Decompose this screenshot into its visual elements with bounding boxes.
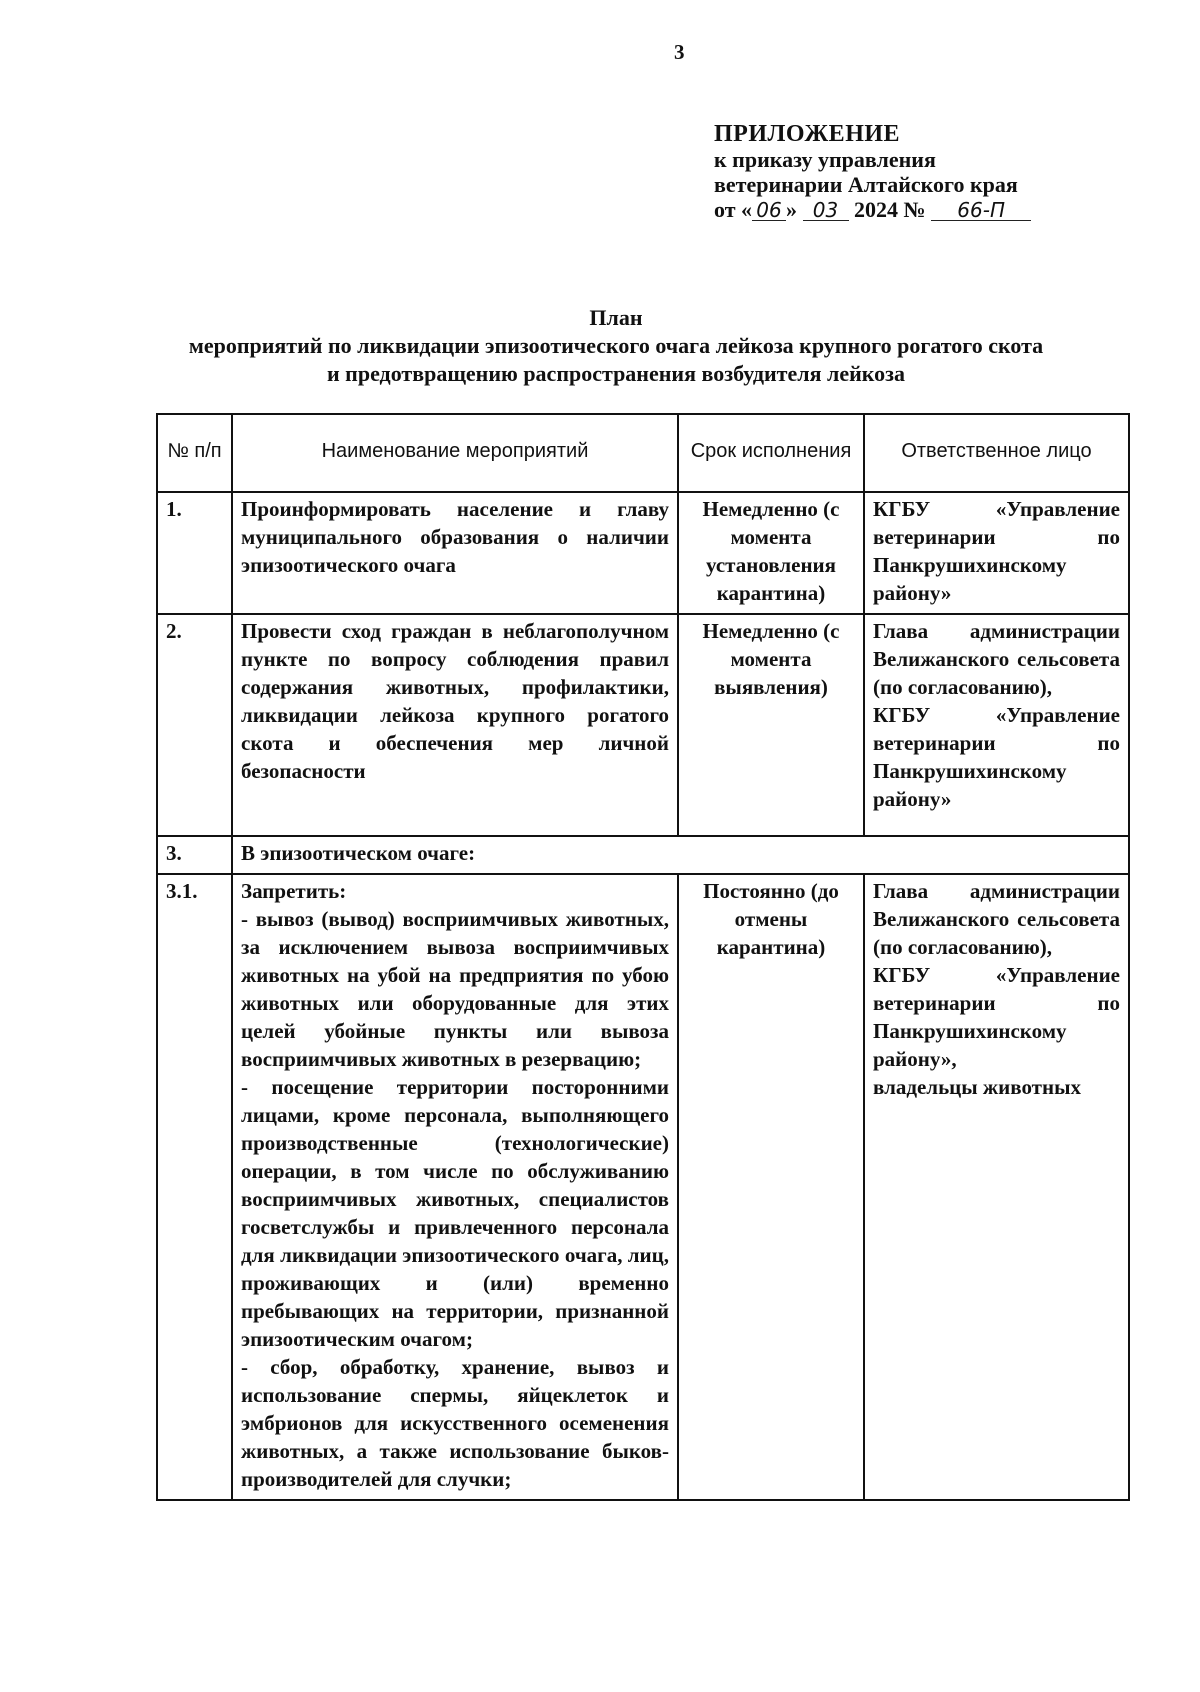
- row-term: Немедленно (с момента выявления): [678, 614, 864, 836]
- plan-title: [0, 304, 1200, 388]
- plan-heading: План: [589, 305, 643, 330]
- appendix-line-2: ветеринарии Алтайского края: [714, 172, 1018, 197]
- measures-table: [156, 413, 1130, 1501]
- row-name: Провести сход граждан в неблагополучном пункте по вопросу соблюдения правил содержания животных, профилактики, ликвидации лейкоза крупного рогатого скота и обеспечения мер личной безопасности: [232, 614, 678, 836]
- header-responsible: Ответственное лицо: [864, 414, 1129, 492]
- row-term: Немедленно (с момента установления карантина): [678, 492, 864, 614]
- row-name-item: - вывоз (вывод) восприимчивых животных, за исключением вывоза восприимчивых животных на убой на предприятия по убою животных или оборудованные для этих целей убойные пункты или вывоза восприимчивых животных в резервацию;: [241, 907, 669, 1071]
- appendix-line-1: к приказу управления: [714, 147, 936, 172]
- row-num: 3.1.: [157, 874, 232, 1500]
- header-term: Срок исполнения: [678, 414, 864, 492]
- row-responsible: КГБУ «Управление ветеринарии по Панкрушихинскому району»: [864, 492, 1129, 614]
- table-row: [157, 614, 1129, 836]
- row-term: Постоянно (до отмены карантина): [678, 874, 864, 1500]
- handwritten-month: 03: [803, 200, 849, 221]
- row-responsible: Глава администрации Велижанского сельсовета (по согласованию), КГБУ «Управление ветеринарии по Панкрушихинскому району»: [864, 614, 1129, 836]
- row-name: В эпизоотическом очаге:: [232, 836, 1129, 874]
- row-name-item: - сбор, обработку, хранение, вывоз и использование спермы, яйцеклеток и эмбрионов для искусственного осеменения животных, а также использование быков-производителей для случки;: [241, 1355, 669, 1491]
- handwritten-number: 66-П: [931, 200, 1031, 221]
- date-prefix: от «: [714, 197, 753, 222]
- table-row: [157, 836, 1129, 874]
- row-name: [232, 874, 678, 1500]
- table-header-row: [157, 414, 1129, 492]
- page-number: 3: [674, 40, 685, 64]
- row-responsible: Глава администрации Велижанского сельсовета (по согласованию), КГБУ «Управление ветеринарии по Панкрушихинскому району», владельцы животных: [864, 874, 1129, 1500]
- plan-subtitle-line-1: мероприятий по ликвидации эпизоотического очага лейкоза крупного рогатого скота: [188, 333, 1044, 358]
- row-num: 1.: [157, 492, 232, 614]
- table-row: [157, 492, 1129, 614]
- plan-subtitle-line-2: и предотвращению распространения возбудителя лейкоза: [327, 361, 905, 386]
- row-name-intro: Запретить:: [241, 879, 347, 903]
- header-num: № п/п: [157, 414, 232, 492]
- row-num: 2.: [157, 614, 232, 836]
- row-name-item: - посещение территории посторонними лицами, кроме персонала, выполняющего производственные (технологические) операции, в том числе по обслуживанию восприимчивых животных, специалистов госветслужбы и привлеченного персонала для ликвидации эпизоотического очага, лиц, проживающих и (или) временно пребывающих на территории, признанной эпизоотическим очагом;: [241, 1075, 669, 1351]
- date-mid: »: [786, 197, 798, 222]
- handwritten-day: 06: [752, 200, 786, 221]
- header-name: Наименование мероприятий: [232, 414, 678, 492]
- row-num: 3.: [157, 836, 232, 874]
- appendix-date-line: [714, 197, 1031, 222]
- appendix-title: ПРИЛОЖЕНИЕ: [714, 121, 901, 147]
- row-name: Проинформировать население и главу муниципального образования о наличии эпизоотического очага: [232, 492, 678, 614]
- date-year-no: 2024 №: [854, 197, 926, 222]
- table-row: [157, 874, 1129, 1500]
- appendix-block: [714, 122, 1031, 222]
